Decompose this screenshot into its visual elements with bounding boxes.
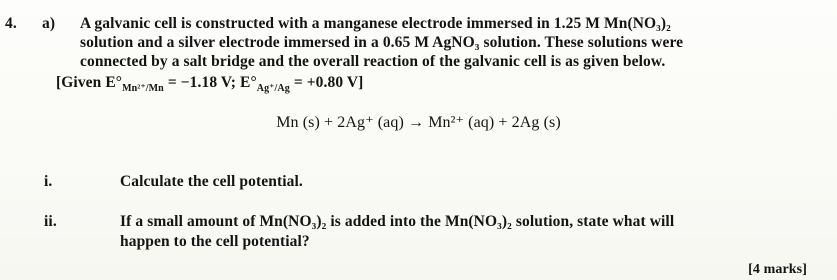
given-end: = +0.80 V] [289,74,364,91]
subquestion-i-label: i. [44,173,53,190]
question-number: 4. [5,15,17,32]
subquestion-ii-label: ii. [44,213,57,230]
given-ag-couple: Ag⁺/Ag [256,83,290,95]
given-mn-couple: Mn²⁺/Mn [122,83,164,95]
given-prefix: [Given E° [56,74,123,91]
intro-line-3: connected by a salt bridge and the overall reaction of the galvanic cell is as given below. [80,53,666,70]
intro-line-2: solution and a silver electrode immersed in a 0.65 M AgNO₃ solution. These solutions were [80,34,684,51]
subquestion-ii-text-line-2: happen to the cell potential? [120,233,310,250]
subquestion-ii-text-line-1: If a small amount of Mn(NO₃)₂ is added into the Mn(NO₃)₂ solution, state what will [120,213,675,230]
subquestion-i-text: Calculate the cell potential. [120,173,303,190]
intro-line-1: A galvanic cell is constructed with a manganese electrode immersed in 1.25 M Mn(NO₃)₂ [80,15,671,32]
given-values [56,74,363,94]
reaction-equation: Mn (s) + 2Ag⁺ (aq) → Mn²⁺ (aq) + 2Ag (s) [276,114,561,131]
given-middle: = −1.18 V; E° [163,74,257,91]
question-part: a) [42,15,56,32]
marks-label: [4 marks] [748,262,807,277]
